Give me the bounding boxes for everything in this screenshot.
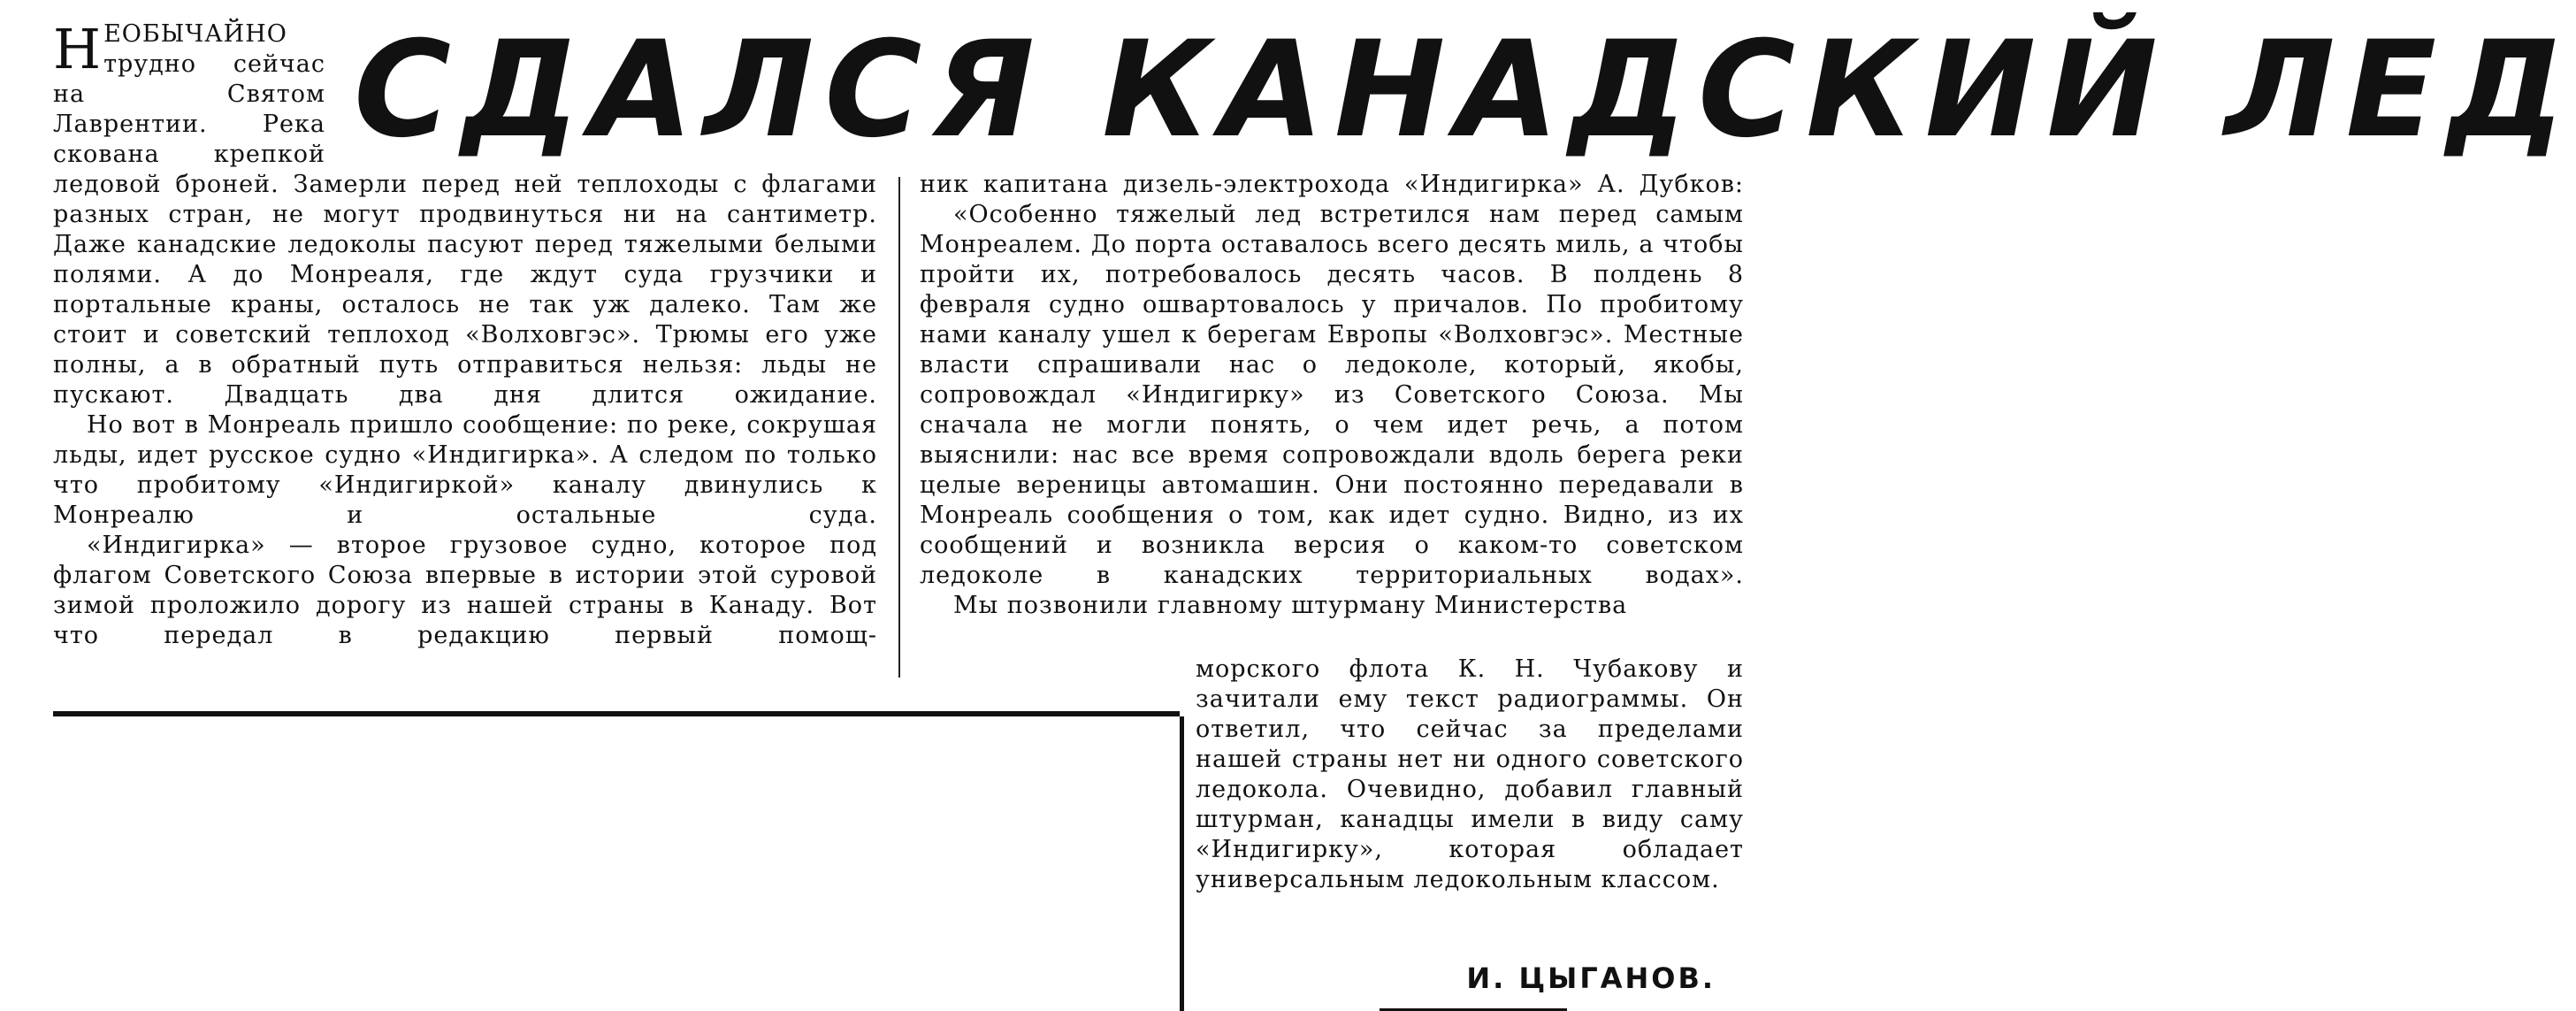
- intro-paragraph: [53, 19, 325, 170]
- headline: СДАЛСЯ КАНАДСКИЙ ЛЕД: [354, 13, 2576, 167]
- paragraph-4: ник капитана дизель-электрохода «Индигирка» А. Дубков:: [920, 171, 1744, 198]
- paragraph-5: «Особенно тяжелый лед встретился нам перед самым Монреалем. До порта оставалось всего десять миль, а чтобы пройти их, потребовалось десять часов. В полдень 8 февраля судно ошвартовалось у причалов. По пробитому нами каналу ушел к берегам Европы «Волховгэс». Местные власти спрашивали нас о ледоколе, который, якобы, сопровождал «Индигирку» из Советского Союза. Мы сначала не могли понять, о чем идет речь, а потом выяснили: нас все время сопровождали вдоль берега реки целые вереницы автомашин. Они постоянно передавали в Монреаль сообщения о том, как идет судно. Видно, из их сообщений и возникла версия о каком-то советском ледоколе в канадских территориальных водах».: [920, 201, 1744, 589]
- paragraph-2: Но вот в Монреаль пришло сообщение: по реке, сокрушая льды, идет русское судно «Индигирка». А следом по только что пробитому «Индигиркой» каналу двинулись к Монреалю и остальные суда.: [53, 411, 877, 529]
- intro-column: [53, 19, 325, 170]
- article-column-1: [53, 170, 877, 683]
- column-divider: [898, 177, 900, 678]
- paragraph-6-lead: Мы позвонили главному штурману Министерства: [953, 592, 1628, 619]
- article-column-2: [920, 170, 1744, 656]
- paragraph-1: ледовой броней. Замерли перед ней теплоходы с флагами разных стран, не могут продвинуться ни на сантиметр. Даже канадские ледоколы пасуют перед тяжелыми белыми полями. А до Монреаля, где ждут суда грузчики и портальные краны, осталось не так уж далеко. Там же стоит и советский теплоход «Волховгэс». Трюмы его уже полны, а в обратный путь отправиться нельзя: льды не пускают. Двадцать два дня длится ожидание.: [53, 171, 877, 409]
- paragraph-3: «Индигирка» — второе грузовое судно, которое под флагом Советского Союза впервые в истории этой суровой зимой проложило дорогу из нашей страны в Канаду. Вот что передал в редакцию первый помощ-: [53, 532, 877, 649]
- horizontal-rule: [53, 711, 1180, 716]
- intro-text: ЕОБЫЧАЙНО трудно сейчас на Святом Лаврентии. Река скована крепкой: [53, 20, 325, 168]
- article-column-3: [1196, 655, 1744, 955]
- paragraph-6-continued: морского флота К. Н. Чубакову и зачитали ему текст радиограммы. Он ответил, что сейчас за пределами нашей страны нет ни одного советского ледокола. Очевидно, добавил главный штурман, канадцы имели в виду саму «Индигирку», которая обладает универсальным ледокольным классом.: [1196, 655, 1744, 893]
- vertical-rule: [1180, 716, 1184, 1011]
- drop-cap: Н: [53, 17, 103, 81]
- author-signature: И. ЦЫГАНОВ.: [1466, 961, 1716, 995]
